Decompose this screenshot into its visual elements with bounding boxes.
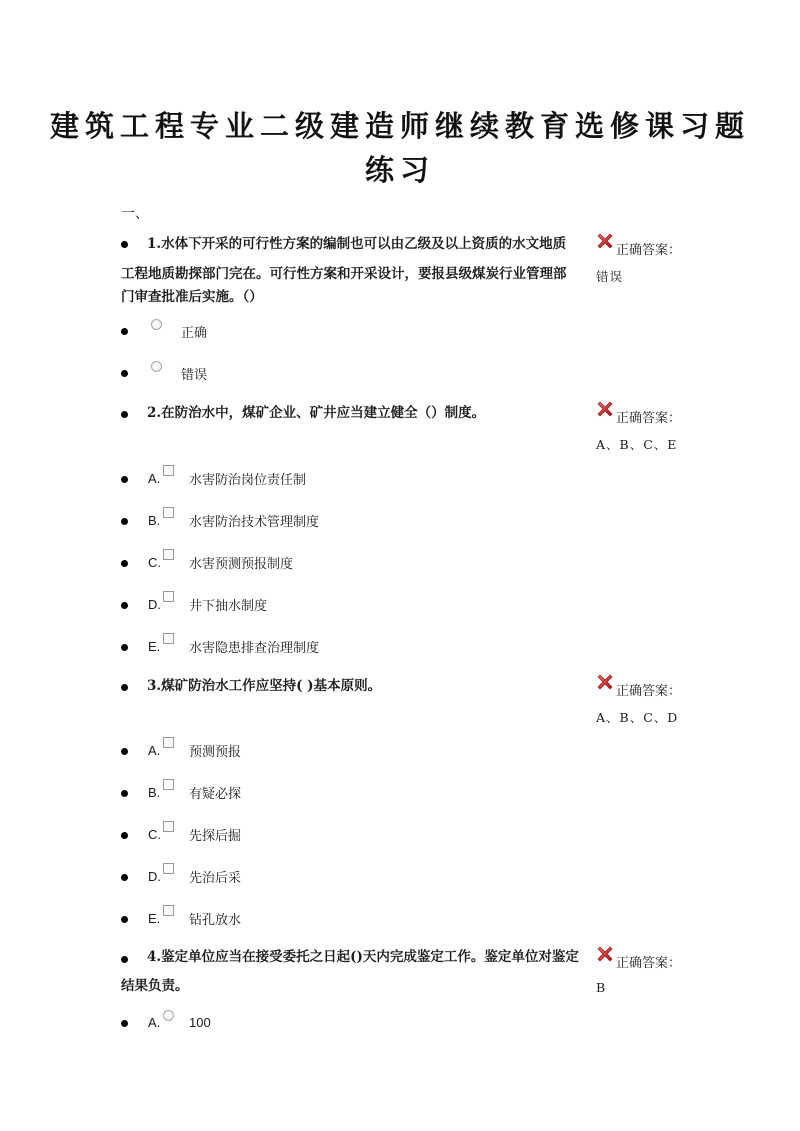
bullet-icon [121,241,128,248]
option-letter: A. [148,743,161,758]
bullet-icon [121,748,128,755]
option-text: 100 [189,1015,211,1030]
bullet-icon [121,518,128,525]
correct-answer-value: B [596,980,607,995]
question-text-continued: 门审查批准后实施。（） [121,289,263,305]
bullet-icon [121,370,128,377]
checkbox[interactable] [163,779,174,790]
option-text: 井下抽水制度 [189,599,268,614]
option-text: 水害防治技术管理制度 [189,515,320,530]
radio-button[interactable] [151,319,162,330]
checkbox[interactable] [163,821,174,832]
question-text: 2.在防治水中，煤矿企业、矿井应当建立健全（）制度。 [147,405,486,421]
option-text: 预测预报 [189,745,242,760]
option-text: 先探后掘 [189,829,242,844]
option-letter: A. [148,471,161,486]
checkbox[interactable] [163,591,174,602]
option-text: 先治后采 [189,871,242,886]
checkbox[interactable] [163,737,174,748]
question-text: 4.鉴定单位应当在接受委托之日起()天内完成鉴定工作。鉴定单位对鉴定 [147,949,579,965]
question-text: 3.煤矿防治水工作应坚持( )基本原则。 [147,678,382,694]
correct-answer-label: 正确答案： [616,684,682,699]
section-heading: 一、 [121,206,149,222]
option-text: 错误 [181,368,208,383]
checkbox[interactable] [163,507,174,518]
bullet-icon [121,916,128,923]
option-text: 正确 [181,326,208,341]
question-text-continued: 结果负责。 [121,978,189,994]
bullet-icon [121,476,128,483]
checkbox[interactable] [163,465,174,476]
bullet-icon [121,956,128,963]
option-letter: A. [148,1015,161,1030]
option-text: 有疑必探 [189,787,242,802]
option-letter: C. [148,827,161,842]
option-text: 水害预测预报制度 [189,557,294,572]
document-title-line2: 练习 [364,153,435,187]
bullet-icon [121,684,128,691]
option-letter: B. [148,785,161,800]
option-letter: B. [148,513,161,528]
bullet-icon [121,832,128,839]
correct-answer-value: A、B、C、D [596,710,679,725]
bullet-icon [121,328,128,335]
option-letter: C. [148,555,161,570]
bullet-icon [121,602,128,609]
option-letter: D. [148,597,161,612]
option-text: 水害防治岗位责任制 [189,473,307,488]
checkbox[interactable] [163,905,174,916]
bullet-icon [121,560,128,567]
incorrect-x-icon [595,399,615,419]
checkbox[interactable] [163,549,174,560]
question-text: 1.水体下开采的可行性方案的编制也可以由乙级及以上资质的水文地质 [147,236,567,252]
checkbox[interactable] [163,863,174,874]
question-text-continued: 工程地质勘探部门完在。可行性方案和开采设计，要报县级煤炭行业管理部 [121,266,567,282]
option-text: 水害隐患排查治理制度 [189,641,320,656]
option-letter: D. [148,869,161,884]
incorrect-x-icon [595,231,615,251]
bullet-icon [121,644,128,651]
correct-answer-label: 正确答案： [616,956,682,971]
correct-answer-value: 错误 [596,269,624,284]
option-letter: E. [148,639,161,654]
correct-answer-label: 正确答案： [616,243,682,258]
bullet-icon [121,1020,128,1027]
document-title-line1: 建筑工程专业二级建造师继续教育选修课习题 [49,109,750,143]
option-text: 钻孔放水 [189,913,242,928]
incorrect-x-icon [595,672,615,692]
bullet-icon [121,790,128,797]
incorrect-x-icon [595,944,615,964]
checkbox[interactable] [163,633,174,644]
option-letter: E. [148,911,161,926]
radio-button[interactable] [151,361,162,372]
correct-answer-label: 正确答案： [616,411,682,426]
radio-button[interactable] [163,1010,174,1021]
bullet-icon [121,874,128,881]
correct-answer-value: A、B、C、E [596,437,678,452]
bullet-icon [121,411,128,418]
